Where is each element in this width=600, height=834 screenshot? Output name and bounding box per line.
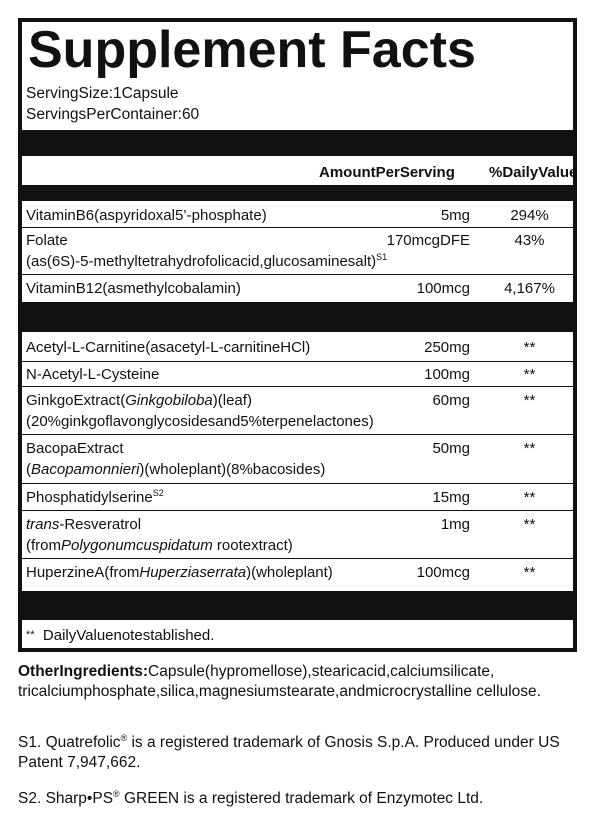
footnote-mark: ** — [26, 629, 35, 641]
footnote — [26, 626, 214, 645]
nutrient-dv: 43% — [514, 232, 545, 249]
ingredient-amount: 250mg — [424, 339, 470, 356]
ingredient-dv: ** — [523, 339, 536, 356]
trademark-note-s2: S2. Sharp•PS® GREEN is a registered trademark of Enzymotec Ltd. — [18, 789, 484, 807]
ingredient-amount: 100mg — [424, 366, 470, 383]
ingredient-amount: 1mg — [440, 516, 470, 533]
ingredient-dv: ** — [523, 516, 536, 533]
ingredient-name: N-Acetyl-L-Cysteine — [26, 366, 160, 383]
row-separator — [22, 558, 573, 559]
ingredient-name: BacopaExtract — [26, 440, 124, 457]
divider-bar — [22, 302, 573, 332]
ingredient-name: GinkgoExtract(Ginkgobiloba)(leaf) — [26, 392, 252, 409]
divider-bar — [22, 591, 573, 620]
row-separator — [22, 386, 573, 387]
servings-per-container: ServingsPerContainer:60 — [26, 106, 200, 123]
supplement-facts-panel — [18, 18, 577, 652]
nutrient-dv: 4,167% — [504, 280, 555, 297]
ingredient-subtitle: (fromPolygonumcuspidatum rootextract) — [26, 537, 293, 554]
other-ingredients — [18, 662, 588, 701]
ingredient-amount: 15mg — [432, 489, 470, 506]
ingredient-dv: ** — [523, 366, 536, 383]
ingredient-subtitle: (20%ginkgoflavonglycosidesand5%terpenelactones) — [26, 413, 374, 430]
ingredient-dv: ** — [523, 489, 536, 506]
nutrient-subtitle: (as(6S)-5-methyltetrahydrofolicacid,glucosaminesalt)$^{S1}$ — [26, 252, 388, 270]
ingredient-dv: ** — [523, 392, 536, 409]
serving-size: ServingSize:1Capsule — [26, 85, 179, 102]
ingredient-amount: 100mcg — [416, 564, 470, 581]
ingredient-name: HuperzineA(fromHuperziaserrata)(wholeplant) — [26, 564, 333, 581]
row-separator — [22, 361, 573, 362]
nutrient-amount: 100mcg — [416, 280, 470, 297]
footnote-text: DailyValuenotestablished. — [42, 627, 215, 644]
ingredient-amount: 50mg — [432, 440, 470, 457]
ingredient-subtitle: (Bacopamonnieri)(wholeplant)(8%bacosides) — [26, 461, 326, 478]
row-separator — [22, 274, 573, 275]
ingredient-dv: ** — [523, 440, 536, 457]
panel-title: Supplement Facts — [28, 21, 476, 79]
nutrient-amount: 5mg — [440, 207, 470, 224]
divider-bar — [22, 130, 573, 156]
ingredient-name: Phosphatidylserine$^{S2}$ — [26, 488, 164, 506]
ingredient-amount: 60mg — [432, 392, 470, 409]
nutrient-name: Folate — [26, 232, 68, 249]
nutrient-dv: 294% — [510, 207, 549, 224]
row-separator — [22, 434, 573, 435]
daily-value-header: %DailyValue — [489, 164, 578, 181]
other-ingredients-label: OtherIngredients: — [18, 663, 149, 680]
ingredient-name: Acetyl-L-Carnitine(asacetyl-L-carnitineHCl) — [26, 339, 311, 356]
row-separator — [22, 227, 573, 228]
amount-per-serving-header: AmountPerServing — [319, 164, 455, 181]
trademark-note-s1: S1. Quatrefolic® is a registered trademark of Gnosis S.p.A. Produced under US Patent 7,947,662. — [18, 733, 560, 771]
other-ingredients-text: Capsule(hypromellose),stearicacid,calciumsilicate, tricalciumphosphate,silica,magnesiumstearate,andmicrocrystalline cellulose. — [18, 663, 541, 700]
ingredient-dv: ** — [523, 564, 536, 581]
divider-bar — [22, 185, 573, 201]
row-separator — [22, 483, 573, 484]
nutrient-name: VitaminB12(asmethylcobalamin) — [26, 280, 241, 297]
row-separator — [22, 510, 573, 511]
ingredient-name: trans-Resveratrol — [26, 516, 142, 533]
nutrient-amount: 170mcgDFE — [386, 232, 470, 249]
nutrient-name: VitaminB6(aspyridoxal5’-phosphate) — [26, 207, 267, 224]
